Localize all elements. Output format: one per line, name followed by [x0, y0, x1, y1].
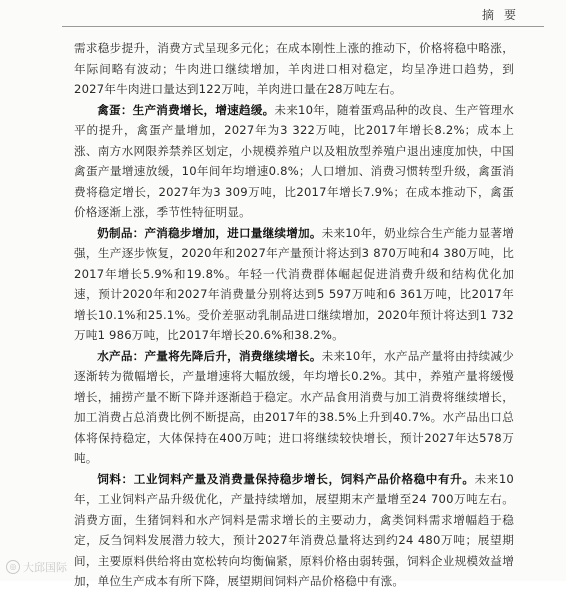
header-rule [62, 26, 544, 27]
paragraph-text: 未来10年，水产品产量将由持续减少逐渐转为微幅增长，产量增速将大幅放缓，年均增长0.2%。其中，养殖产量将缓慢增长，捕捞产量不断下降并逐渐趋于稳定。水产品食用消费与加工消费将继续增长，加工消费占总消费比例不断提高，由2017年的38.5%上升到40.7%。水产品出口总体将保持稳定，大体保持在400万吨；进口将继续较快增长，预计2027年达578万吨。 [74, 348, 514, 465]
circle-logo-icon: ◎ [6, 560, 20, 574]
watermark-text: 大邱国际 [23, 561, 67, 574]
paragraph-lead: 禽蛋：生产消费增长，增速趋缓。 [97, 102, 275, 117]
paragraph-eggs [74, 100, 514, 223]
paragraph-text: 未来10年，奶业综合生产能力显著增强，生产逐步恢复，2020年和2027年产量预计将达到3 870万吨和4 380万吨，比2017年增长5.9%和19.8%。年轻一代消费群体崛起促进消费升级和结构优化加速，预计2020年和2027年消费量分别将达到5 597万吨和6 361万吨，比2017年增长10.1%和25.1%。受价差驱动乳制品进口继续增加，2020年预计将达到1 732万吨1 986万吨，比2017年增长20.6%和38.2%。 [74, 225, 514, 342]
paragraph-text: 需求稳步提升，消费方式呈现多元化；在成本刚性上涨的推动下，价格将稳中略涨，年际间略有波动；牛肉进口继续增加，羊肉进口相对稳定，均呈净进口趋势，到2027年牛肉进口量达到122万吨，羊肉进口量在28万吨左右。 [74, 41, 514, 96]
running-header [0, 0, 566, 26]
watermark [6, 559, 67, 575]
paragraph-feed [74, 469, 514, 592]
paragraph-lead: 奶制品：产消稳步增加，进口量继续增加。 [97, 225, 322, 240]
paragraph-lead: 水产品：产量将先降后升，消费继续增长。 [97, 348, 322, 363]
paragraph-text: 未来10年，随着蛋鸡品种的改良、生产管理水平的提升，禽蛋产量增加，2027年为3 322万吨，比2017年增长8.2%；成本上涨、南方水网限养禁养区划定，小规模养殖户以及粗放型养殖户退出速度加快，中国禽蛋产量增速放缓，10年间年均增速0.8%；人口增加、消费习惯转型升级，禽蛋消费将稳定增长，2027年为3 309万吨，比2017年增长7.9%；在成本推动下，禽蛋价格逐渐上涨，季节性特征明显。 [74, 102, 514, 219]
body-text [74, 38, 514, 592]
paragraph-text: 未来10年，工业饲料产品升级优化，产量持续增加，展望期末产量增至24 700万吨左右。消费方面，生猪饲料和水产饲料是需求增长的主要动力，禽类饲料需求增幅趋于稳定，反刍饲料发展潜力较大，预计2027年消费总量将达到约24 480万吨；展望期间，主要原料供给将由宽松转向均衡偏紧，原料价格由弱转强，饲料企业规模效益增加，单位生产成本有所下降，展望期间饲料产品价格稳中有涨。 [74, 471, 514, 588]
header-title: 摘要 [481, 8, 526, 22]
paragraph-lead: 饲料：工业饲料产量及消费量保持稳步增长，饲料产品价格稳中有升。 [97, 471, 475, 486]
paragraph-dairy [74, 223, 514, 346]
paragraph-meat [74, 38, 514, 100]
paragraph-aquatic [74, 346, 514, 469]
